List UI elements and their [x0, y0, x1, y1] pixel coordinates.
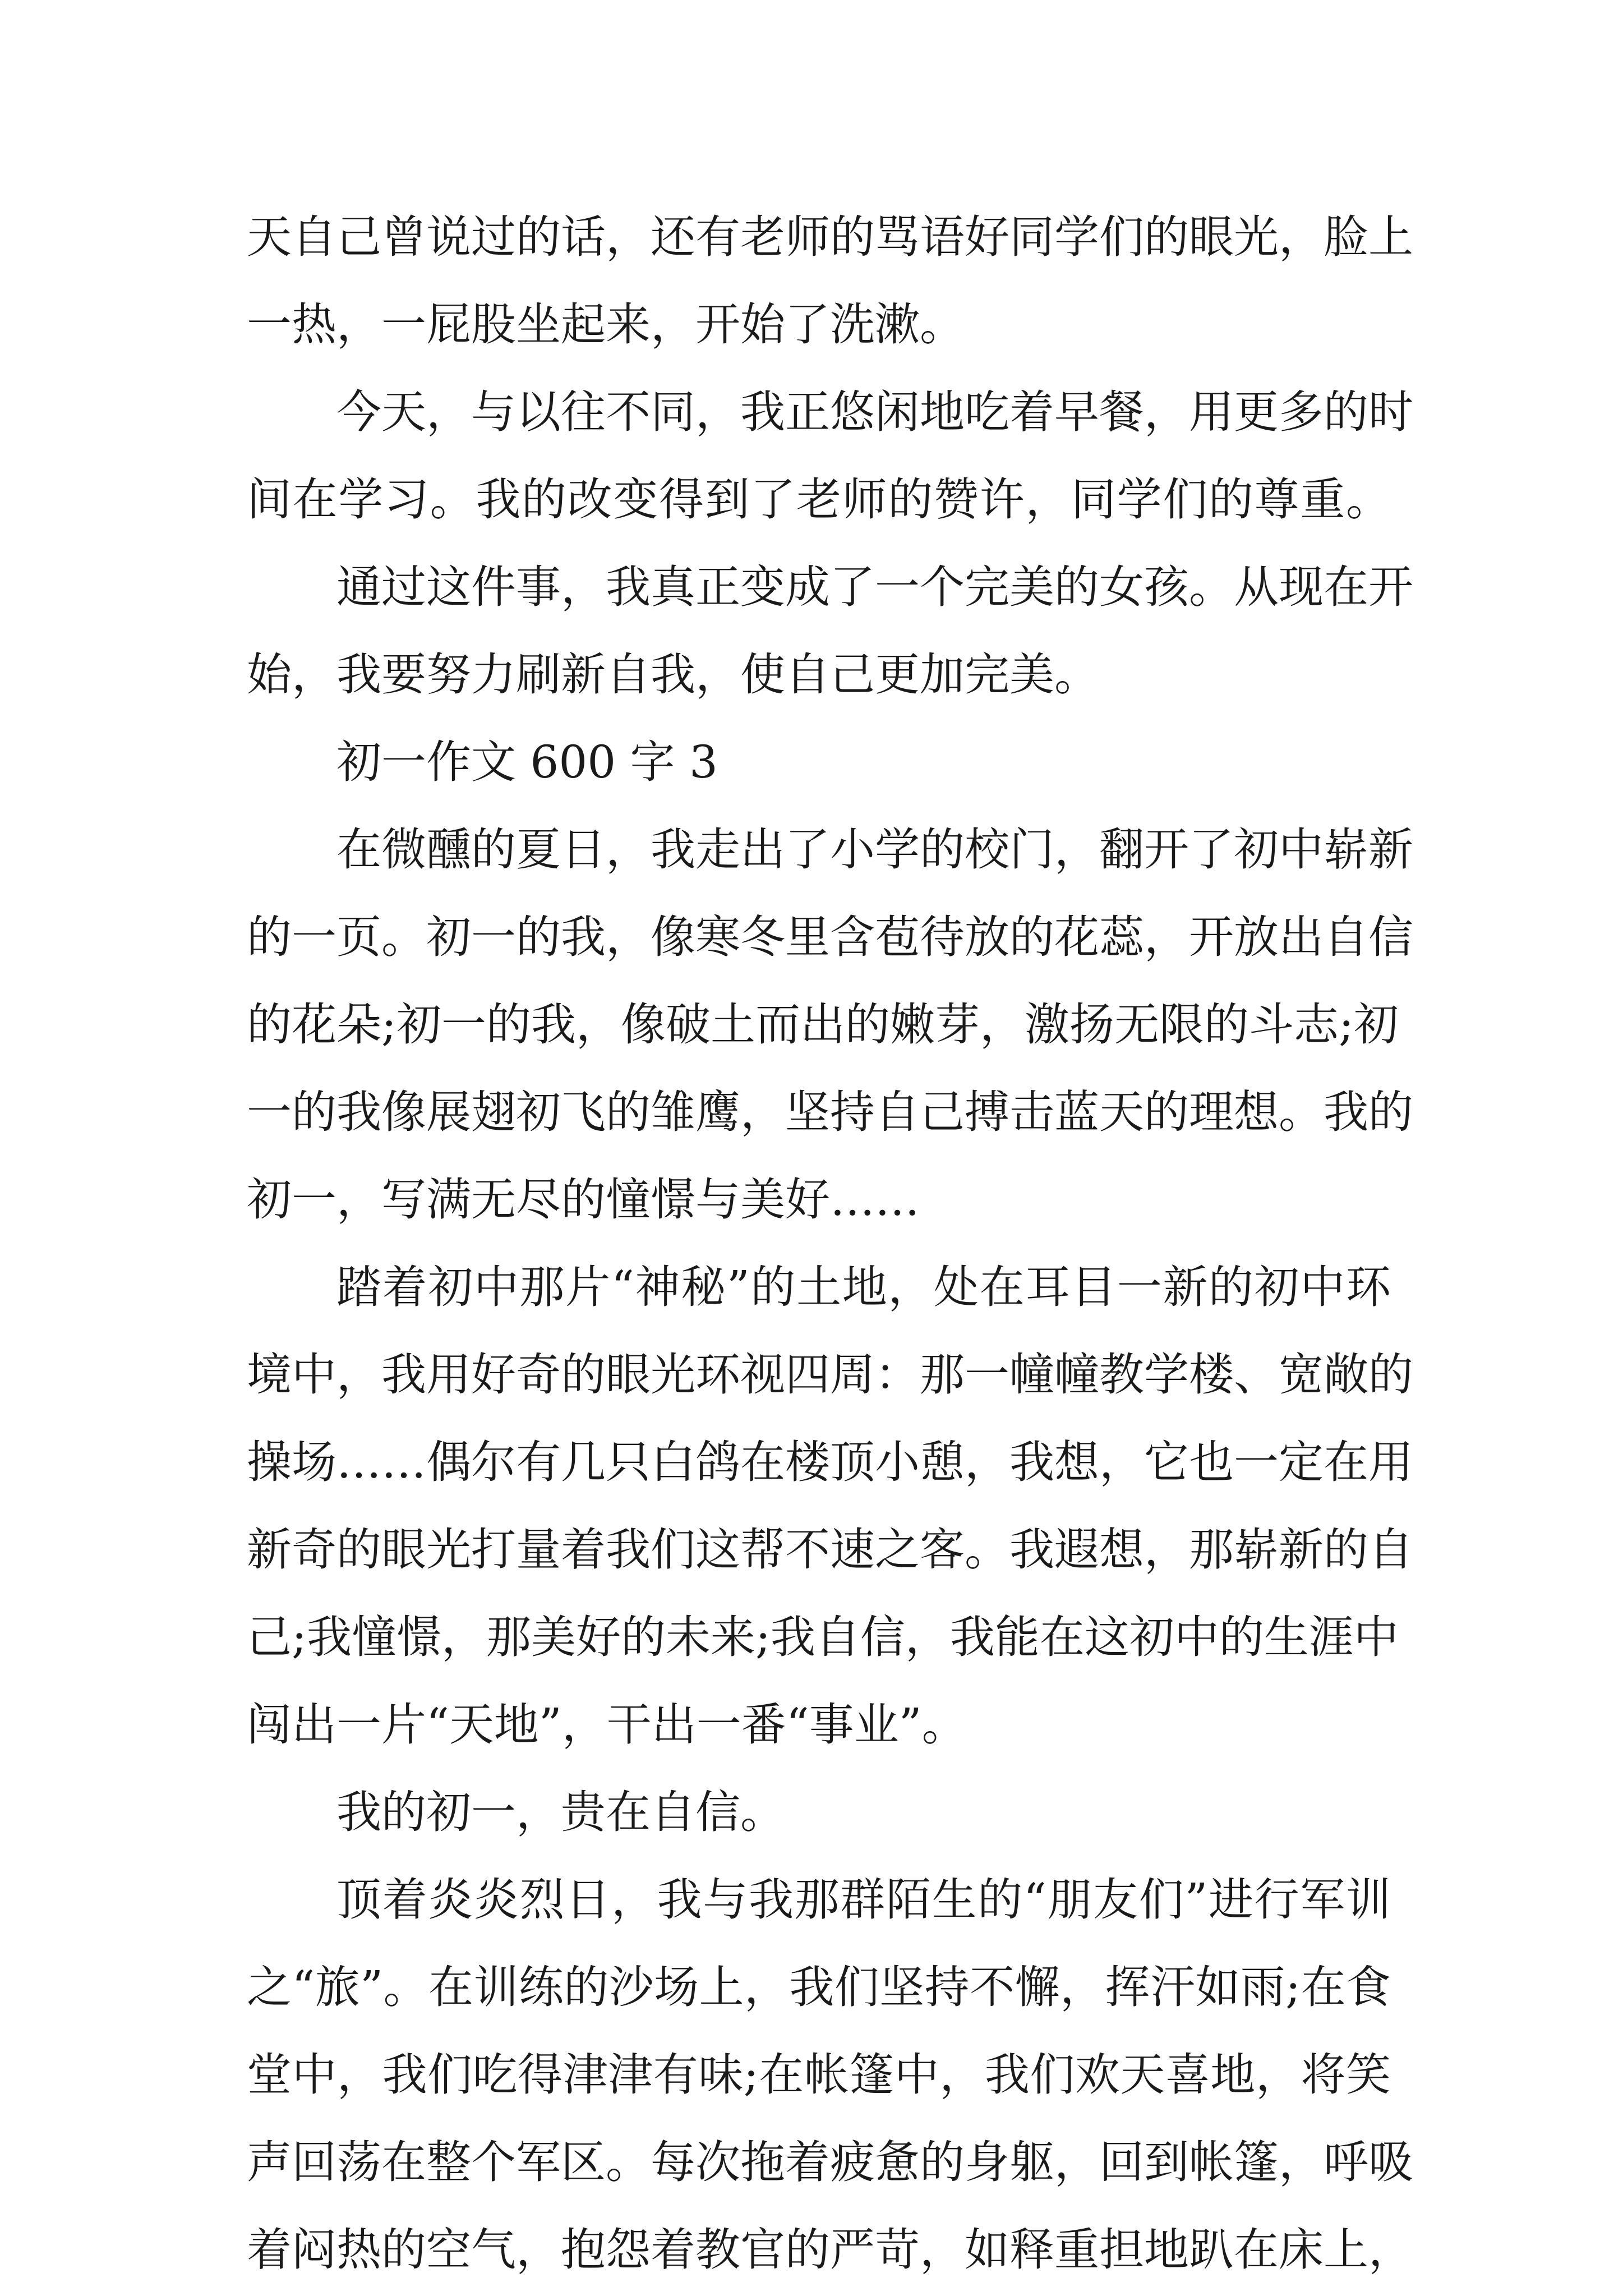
paragraph-first-line: 今天，与以往不同，我正悠闲地吃着早餐，用更多的时: [336, 386, 1413, 438]
text-line: 天自己曾说过的话，还有老师的骂语好同学们的眼光，脸上: [247, 211, 1413, 263]
text-line: 操场……偶尔有几只白鸽在楼顶小憩，我想，它也一定在用: [247, 1436, 1413, 1488]
text-line: 境中，我用好奇的眼光环视四周：那一幢幢教学楼、宽敞的: [247, 1349, 1413, 1401]
text-line: 间在学习。我的改变得到了老师的赞许，同学们的尊重。: [247, 473, 1391, 526]
paragraph-first-line: 通过这件事，我真正变成了一个完美的女孩。从现在开: [336, 561, 1413, 613]
text-line: 己;我憧憬，那美好的未来;我自信，我能在这初中的生涯中: [247, 1611, 1399, 1663]
text-line: 闯出一片“天地”，干出一番“事业”。: [247, 1699, 967, 1751]
paragraph-first-line: 我的初一，贵在自信。: [336, 1786, 785, 1838]
text-line: 新奇的眼光打量着我们这帮不速之客。我遐想，那崭新的自: [247, 1524, 1413, 1576]
text-line: 的一页。初一的我，像寒冬里含苞待放的花蕊，开放出自信: [247, 911, 1413, 963]
text-line: 堂中，我们吃得津津有味;在帐篷中，我们欢天喜地，将笑: [247, 2049, 1391, 2101]
article-body: [247, 194, 1413, 2294]
text-line: 之“旅”。在训练的沙场上，我们坚持不懈，挥汗如雨;在食: [247, 1961, 1391, 2013]
text-line: 声回荡在整个军区。每次拖着疲惫的身躯，回到帐篷，呼吸: [247, 2136, 1413, 2188]
text-line: 一的我像展翅初飞的雏鹰，坚持自己搏击蓝天的理想。我的: [247, 1086, 1413, 1138]
paragraph-first-line: 踏着初中那片“神秘”的土地，处在耳目一新的初中环: [336, 1261, 1391, 1313]
text-line: 着闷热的空气，抱怨着教官的严苛，如释重担地趴在床上，: [247, 2224, 1413, 2276]
paragraph-first-line: 在微醺的夏日，我走出了小学的校门，翻开了初中崭新: [336, 823, 1413, 876]
text-line: 一热，一屁股坐起来，开始了洗漱。: [247, 298, 965, 351]
text-line: 的花朵;初一的我，像破土而出的嫩芽，激扬无限的斗志;初: [247, 999, 1399, 1051]
paragraph-first-line: 顶着炎炎烈日，我与我那群陌生的“朋友们”进行军训: [336, 1874, 1391, 1926]
text-line: 始，我要努力刷新自我，使自己更加完美。: [247, 648, 1099, 701]
section-heading: 初一作文 600 字 3: [336, 736, 718, 788]
text-line: 初一，写满无尽的憧憬与美好……: [247, 1174, 920, 1226]
